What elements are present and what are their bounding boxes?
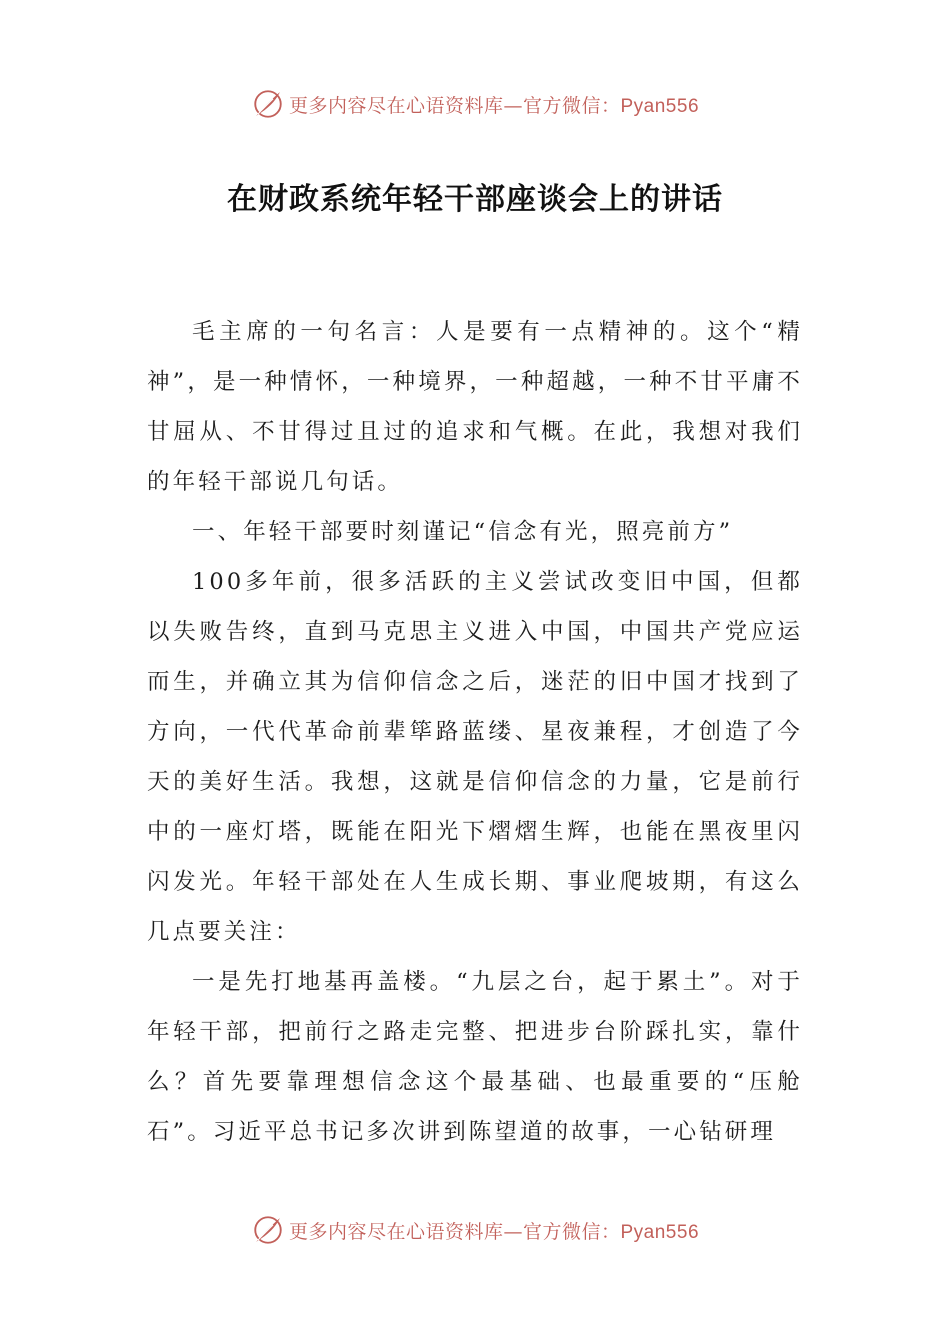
- document-title: 在财政系统年轻干部座谈会上的讲话: [227, 182, 723, 217]
- feather-pen-circle-icon: [251, 87, 285, 121]
- section-heading: 一、年轻干部要时刻谨记“信念有光，照亮前方”: [192, 519, 734, 545]
- banner-text: 更多内容尽在心语资料库—官方微信：Pyan556: [288, 1220, 700, 1243]
- header-banner: [0, 82, 950, 126]
- document-body: [147, 307, 803, 1157]
- paragraph-history: 100多年前，很多活跃的主义尝试改变旧中国，但都以失败告终，直到马克思主义进入中国，中国共产党应运而生，并确立其为信仰信念之后，迷茫的旧中国才找到了方向，一代代革命前辈筚路蓝缕、星夜兼程，才创造了今天的美好生活。我想，这就是信仰信念的力量，它是前行中的一座灯塔，既能在阳光下熠熠生辉，也能在黑夜里闪闪发光。年轻干部处在人生成长期、事业爬坡期，有这么几点要关注：: [147, 569, 803, 945]
- banner-text: 更多内容尽在心语资料库—官方微信：Pyan556: [288, 94, 700, 117]
- paragraph-point-one: 一是先打地基再盖楼。“九层之台，起于累土”。对于年轻干部，把前行之路走完整、把进步台阶踩扎实，靠什么？首先要靠理想信念这个最基础、也最重要的“压舱石”。习近平总书记多次讲到陈望道的故事，一心钻研理: [147, 969, 803, 1145]
- feather-pen-circle-icon: [251, 1213, 285, 1247]
- paragraph-intro: 毛主席的一句名言：人是要有一点精神的。这个“精神”，是一种情怀，一种境界，一种超越，一种不甘平庸不甘屈从、不甘得过且过的追求和气概。在此，我想对我们的年轻干部说几句话。: [147, 319, 803, 495]
- wechat-id: Pyan556: [620, 1221, 700, 1243]
- footer-banner: [0, 1208, 950, 1252]
- wechat-id: Pyan556: [620, 95, 700, 117]
